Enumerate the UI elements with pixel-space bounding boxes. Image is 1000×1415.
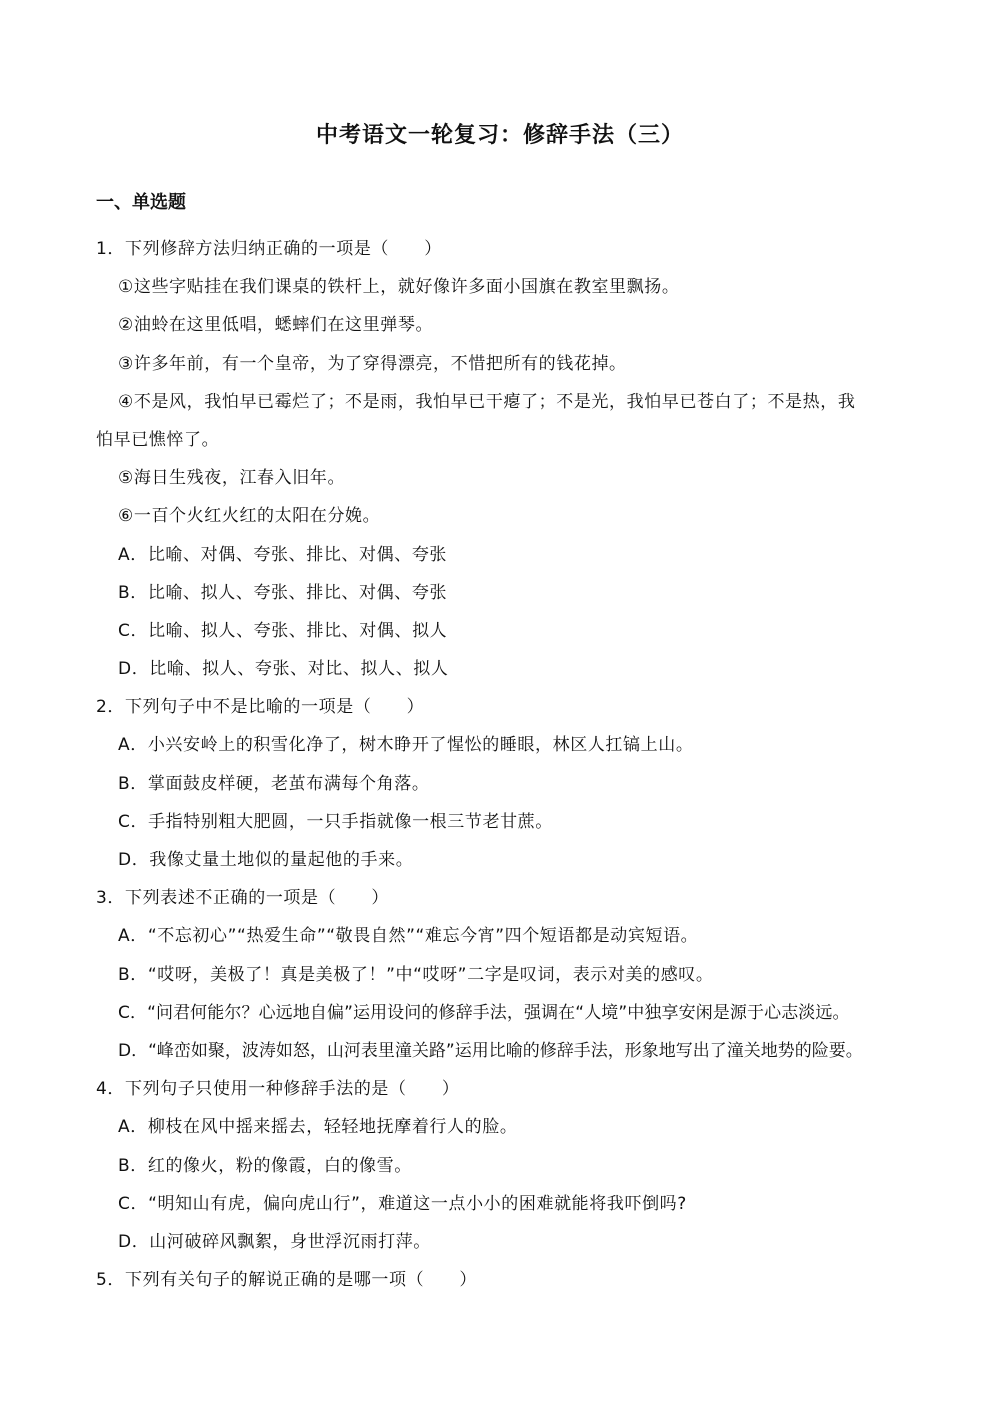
answer-option: D．比喻、拟人、夸张、对比、拟人、拟人 [118, 659, 449, 680]
question-stem: 4．下列句子只使用一种修辞手法的是（ ） [96, 1079, 460, 1100]
answer-option: B．红的像火，粉的像霞，白的像雪。 [118, 1155, 412, 1176]
sentence-item: ②油蛉在这里低唱，蟋蟀们在这里弹琴。 [118, 315, 434, 336]
question-stem: 5．下列有关句子的解说正确的是哪一项（ ） [96, 1270, 478, 1291]
sentence-item: ⑤海日生残夜，江春入旧年。 [118, 468, 346, 489]
answer-option: B．“哎呀，美极了！真是美极了！”中“哎呀”二字是叹词，表示对美的感叹。 [118, 964, 714, 985]
answer-option: B．比喻、拟人、夸张、排比、对偶、夸张 [118, 582, 448, 603]
sentence-item: ④不是风，我怕早已霉烂了；不是雨，我怕早已干瘪了；不是光，我怕早已苍白了；不是热，我 [118, 391, 856, 412]
answer-option: D．“峰峦如聚，波涛如怒，山河表里潼关路”运用比喻的修辞手法，形象地写出了潼关地势的险要。 [118, 1040, 863, 1061]
page-title: 中考语文一轮复习：修辞手法（三） [315, 123, 684, 148]
question-stem: 1．下列修辞方法归纳正确的一项是（ ） [96, 239, 442, 259]
answer-option: D．山河破碎风飘絮，身世浮沉雨打萍。 [118, 1231, 431, 1252]
answer-option: B．掌面鼓皮样硬，老茧布满每个角落。 [118, 773, 430, 794]
answer-option: A．“不忘初心”“热爱生命”“敬畏自然”“难忘今宵”四个短语都是动宾短语。 [118, 926, 699, 947]
sentence-item: ③许多年前，有一个皇帝，为了穿得漂亮，不惜把所有的钱花掉。 [118, 353, 627, 374]
sentence-item: ①这些字贴挂在我们课桌的铁杆上，就好像许多面小国旗在教室里飘扬。 [118, 277, 680, 298]
answer-option: C．“明知山有虎，偏向虎山行”，难道这一点小小的困难就能将我吓倒吗? [118, 1193, 687, 1214]
answer-option: A．柳枝在风中摇来摇去，轻轻地抚摩着行人的脸。 [118, 1117, 518, 1138]
answer-option: A．小兴安岭上的积雪化净了，树木睁开了惺忪的睡眼，林区人扛镐上山。 [118, 735, 694, 756]
sentence-item-continued: 怕早已憔悴了。 [96, 429, 220, 450]
answer-option: C．“问君何能尔？心远地自偏”运用设问的修辞手法，强调在“人境”中独享安闲是源于心志淡远。 [118, 1002, 850, 1023]
question-stem: 3．下列表述不正确的一项是（ ） [96, 888, 390, 909]
question-list [96, 230, 926, 1299]
section-heading: 一、单选题 [96, 192, 186, 213]
answer-option: D．我像丈量土地似的量起他的手来。 [118, 850, 414, 870]
sentence-item: ⑥一百个火红火红的太阳在分娩。 [118, 506, 381, 527]
answer-option: C．比喻、拟人、夸张、排比、对偶、拟人 [118, 620, 448, 641]
answer-option: A．比喻、对偶、夸张、排比、对偶、夸张 [118, 544, 448, 565]
answer-option: C．手指特别粗大肥圆，一只手指就像一根三节老甘蔗。 [118, 811, 553, 832]
question-stem: 2．下列句子中不是比喻的一项是（ ） [96, 697, 425, 718]
